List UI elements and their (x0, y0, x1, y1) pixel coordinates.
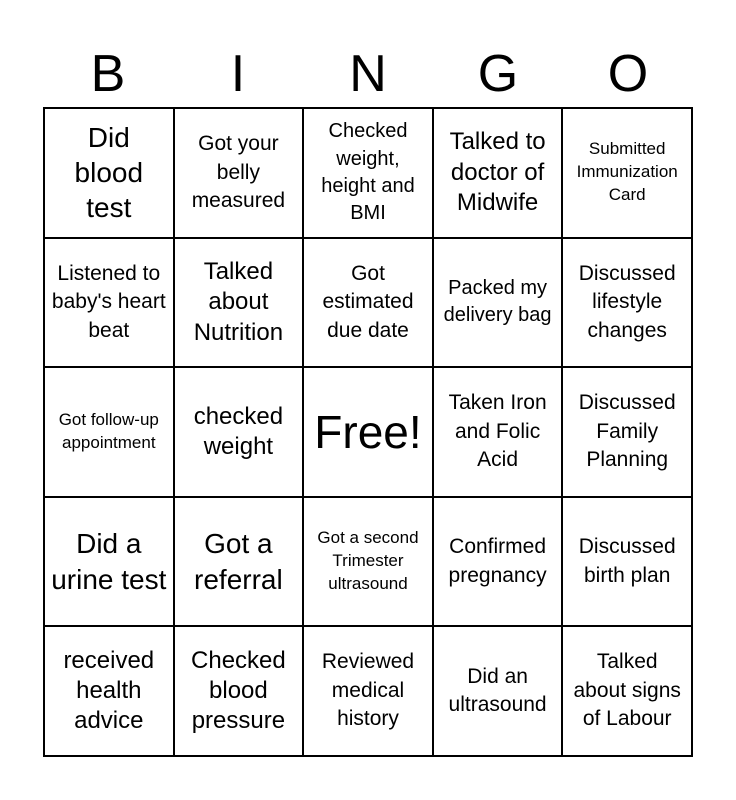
bingo-cell[interactable] (45, 109, 175, 239)
bingo-header (43, 42, 693, 106)
bingo-cell-label: Talked about signs of Labour (573, 650, 681, 731)
header-letter-i: I (230, 45, 246, 103)
bingo-cell-label: Got your belly measured (191, 131, 286, 213)
bingo-cell-label: Discussed lifestyle changes (578, 261, 676, 342)
bingo-cell-label: Did an ultrasound (448, 664, 547, 717)
bingo-cell-label: Checked weight, height and BMI (321, 120, 415, 224)
bingo-cell[interactable] (434, 498, 564, 628)
bingo-cell[interactable] (563, 627, 693, 757)
bingo-cell[interactable] (434, 239, 564, 369)
bingo-cell[interactable] (304, 109, 434, 239)
bingo-grid (43, 107, 693, 757)
bingo-cell[interactable] (175, 239, 305, 369)
header-letter-n: N (349, 45, 387, 103)
bingo-cell-label: Packed my delivery bag (443, 277, 552, 327)
bingo-cell-label: Got a second Trimester ultrasound (317, 528, 419, 594)
bingo-cell-label: Did blood test (74, 121, 144, 224)
bingo-cell[interactable] (45, 368, 175, 498)
bingo-cell[interactable] (175, 498, 305, 628)
bingo-cell-label: Listened to baby's heart beat (51, 261, 166, 342)
bingo-cell-label: received health advice (63, 646, 155, 735)
bingo-cell-label: Did a urine test (51, 528, 167, 595)
bingo-cell[interactable] (563, 239, 693, 369)
bingo-cell-free[interactable] (304, 368, 434, 498)
bingo-cell[interactable] (175, 627, 305, 757)
bingo-cell-label: Free! (314, 405, 422, 458)
bingo-cell-label: Discussed Family Planning (578, 391, 676, 472)
bingo-cell[interactable] (563, 368, 693, 498)
bingo-cell-label: Got a referral (194, 528, 283, 595)
bingo-cell[interactable] (563, 498, 693, 628)
bingo-cell[interactable] (175, 109, 305, 239)
bingo-cell[interactable] (434, 627, 564, 757)
header-letter-o: O (607, 45, 649, 103)
bingo-cell-label: checked weight (193, 402, 284, 460)
bingo-cell-label: Talked to doctor of Midwife (449, 128, 546, 216)
header-letter-g: G (477, 45, 519, 103)
bingo-cell[interactable] (434, 368, 564, 498)
bingo-cell[interactable] (304, 627, 434, 757)
bingo-cell[interactable] (175, 368, 305, 498)
bingo-cell-label: Taken Iron and Folic Acid (448, 391, 547, 472)
bingo-cell[interactable] (304, 239, 434, 369)
bingo-cell-label: Reviewed medical history (321, 650, 415, 731)
bingo-cell-label: Got estimated due date (322, 261, 414, 342)
bingo-cell[interactable] (563, 109, 693, 239)
bingo-cell[interactable] (45, 498, 175, 628)
bingo-cell-label: Got follow-up appointment (58, 410, 159, 452)
bingo-cell-label: Submitted Immunization Card (576, 139, 678, 205)
bingo-cell[interactable] (304, 498, 434, 628)
bingo-cell[interactable] (434, 109, 564, 239)
bingo-cell-label: Discussed birth plan (578, 535, 676, 587)
bingo-cell-label: Talked about Nutrition (193, 258, 284, 346)
header-letter-b: B (90, 45, 126, 103)
bingo-cell-label: Confirmed pregnancy (448, 535, 547, 587)
bingo-cell-label: Checked blood pressure (191, 646, 286, 735)
bingo-cell[interactable] (45, 239, 175, 369)
bingo-cell[interactable] (45, 627, 175, 757)
